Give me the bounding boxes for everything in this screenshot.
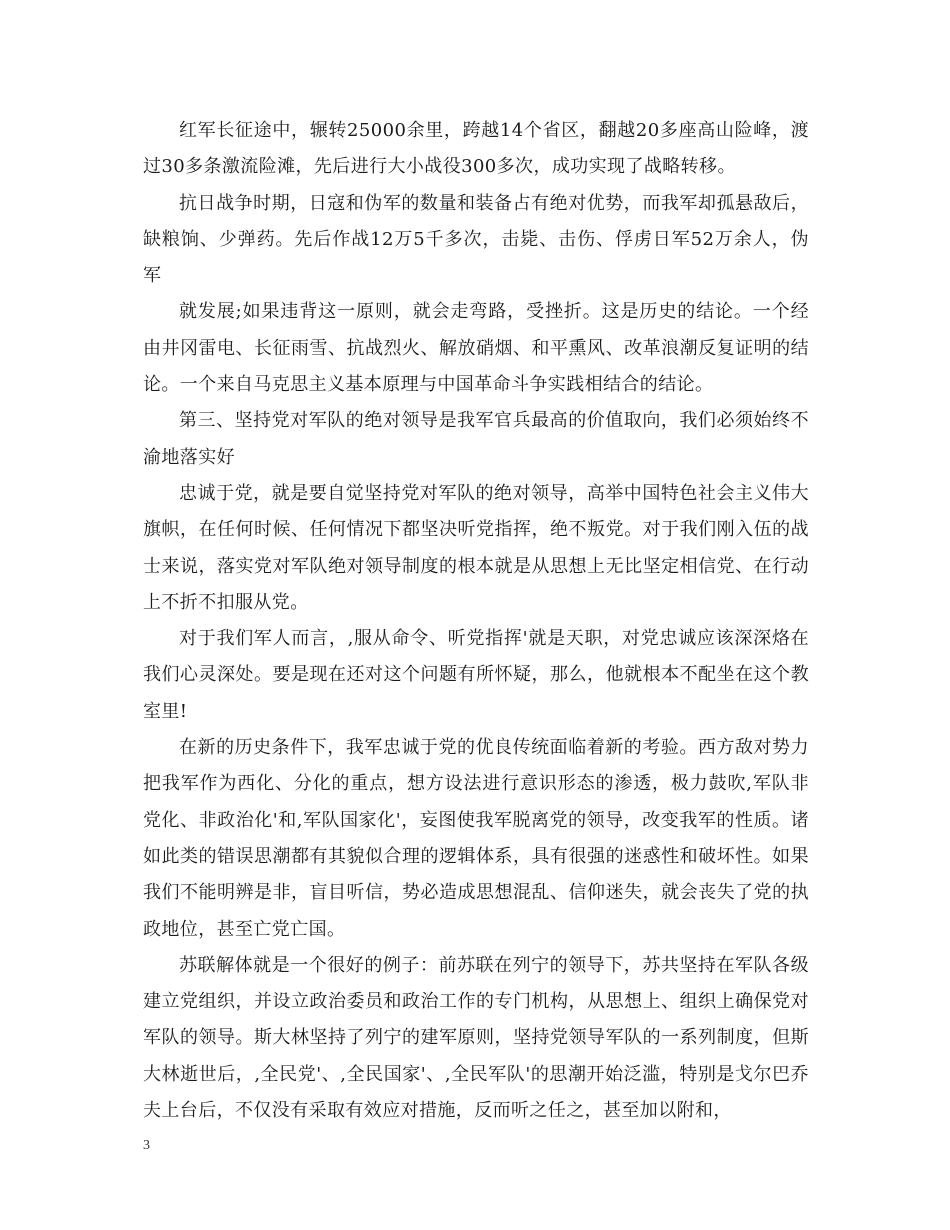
- paragraph: 就发展;如果违背这一原则，就会走弯路，受挫折。这是历史的结论。一个经由井冈雷电、长征雨雪、抗战烈火、解放硝烟、和平熏风、改革浪潮反复证明的结论。一个来自马克思主义基本原理与中国革命斗争实践相结合的结论。: [143, 301, 809, 396]
- paragraph: 忠诚于党，就是要自觉坚持党对军队的绝对领导，高举中国特色社会主义伟大旗帜，在任何时候、任何情况下都坚决听党指挥，绝不叛党。对于我们刚入伍的战士来说，落实党对军队绝对领导制度的根本就是从思想上无比坚定相信党、在行动上不折不扣服从党。: [143, 482, 809, 613]
- paragraph: 苏联解体就是一个很好的例子：前苏联在列宁的领导下，苏共坚持在军队各级建立党组织，并设立政治委员和政治工作的专门机构，从思想上、组织上确保党对军队的领导。斯大林坚持了列宁的建军原则，坚持党领导军队的一系列制度，但斯大林逝世后，,全民党'、,全民国家'、,全民军队'的思潮开始泛滥，特别是戈尔巴乔夫上台后，不仅没有采取有效应对措施，反而听之任之，甚至加以附和，: [143, 954, 809, 1122]
- paragraph: 对于我们军人而言，,服从命令、听党指挥'就是天职，对党忠诚应该深深烙在我们心灵深处。要是现在还对这个问题有所怀疑，那么，他就根本不配坐在这个教室里!: [143, 628, 809, 722]
- paragraph: 红军长征途中，辗转25000余里，跨越14个省区，翻越20多座高山险峰，渡过30多条激流险滩，先后进行大小战役300多次，成功实现了战略转移。: [143, 120, 809, 178]
- paragraph: 抗日战争时期，日寇和伪军的数量和装备占有绝对优势，而我军却孤悬敌后，缺粮饷、少弹药。先后作战12万5千多次，击毙、击伤、俘虏日军52万余人，伪军: [143, 192, 809, 287]
- body-text: [143, 113, 809, 1129]
- paragraph: 在新的历史条件下，我军忠诚于党的优良传统面临着新的考验。西方敌对势力把我军作为西化、分化的重点，想方设法进行意识形态的渗透，极力鼓吹,军队非党化、非政治化'和,军队国家化'，妄图使我军脱离党的领导，改变我军的性质。诸如此类的错误思潮都有其貌似合理的逻辑体系，具有很强的迷惑性和破坏性。如果我们不能明辨是非，盲目听信，势必造成思想混乱、信仰迷失，就会丧失了党的执政地位，甚至亡党亡国。: [143, 737, 809, 940]
- page-number: 3: [143, 1138, 150, 1153]
- paragraph: 第三、坚持党对军队的绝对领导是我军官兵最高的价值取向，我们必须始终不渝地落实好: [143, 410, 809, 468]
